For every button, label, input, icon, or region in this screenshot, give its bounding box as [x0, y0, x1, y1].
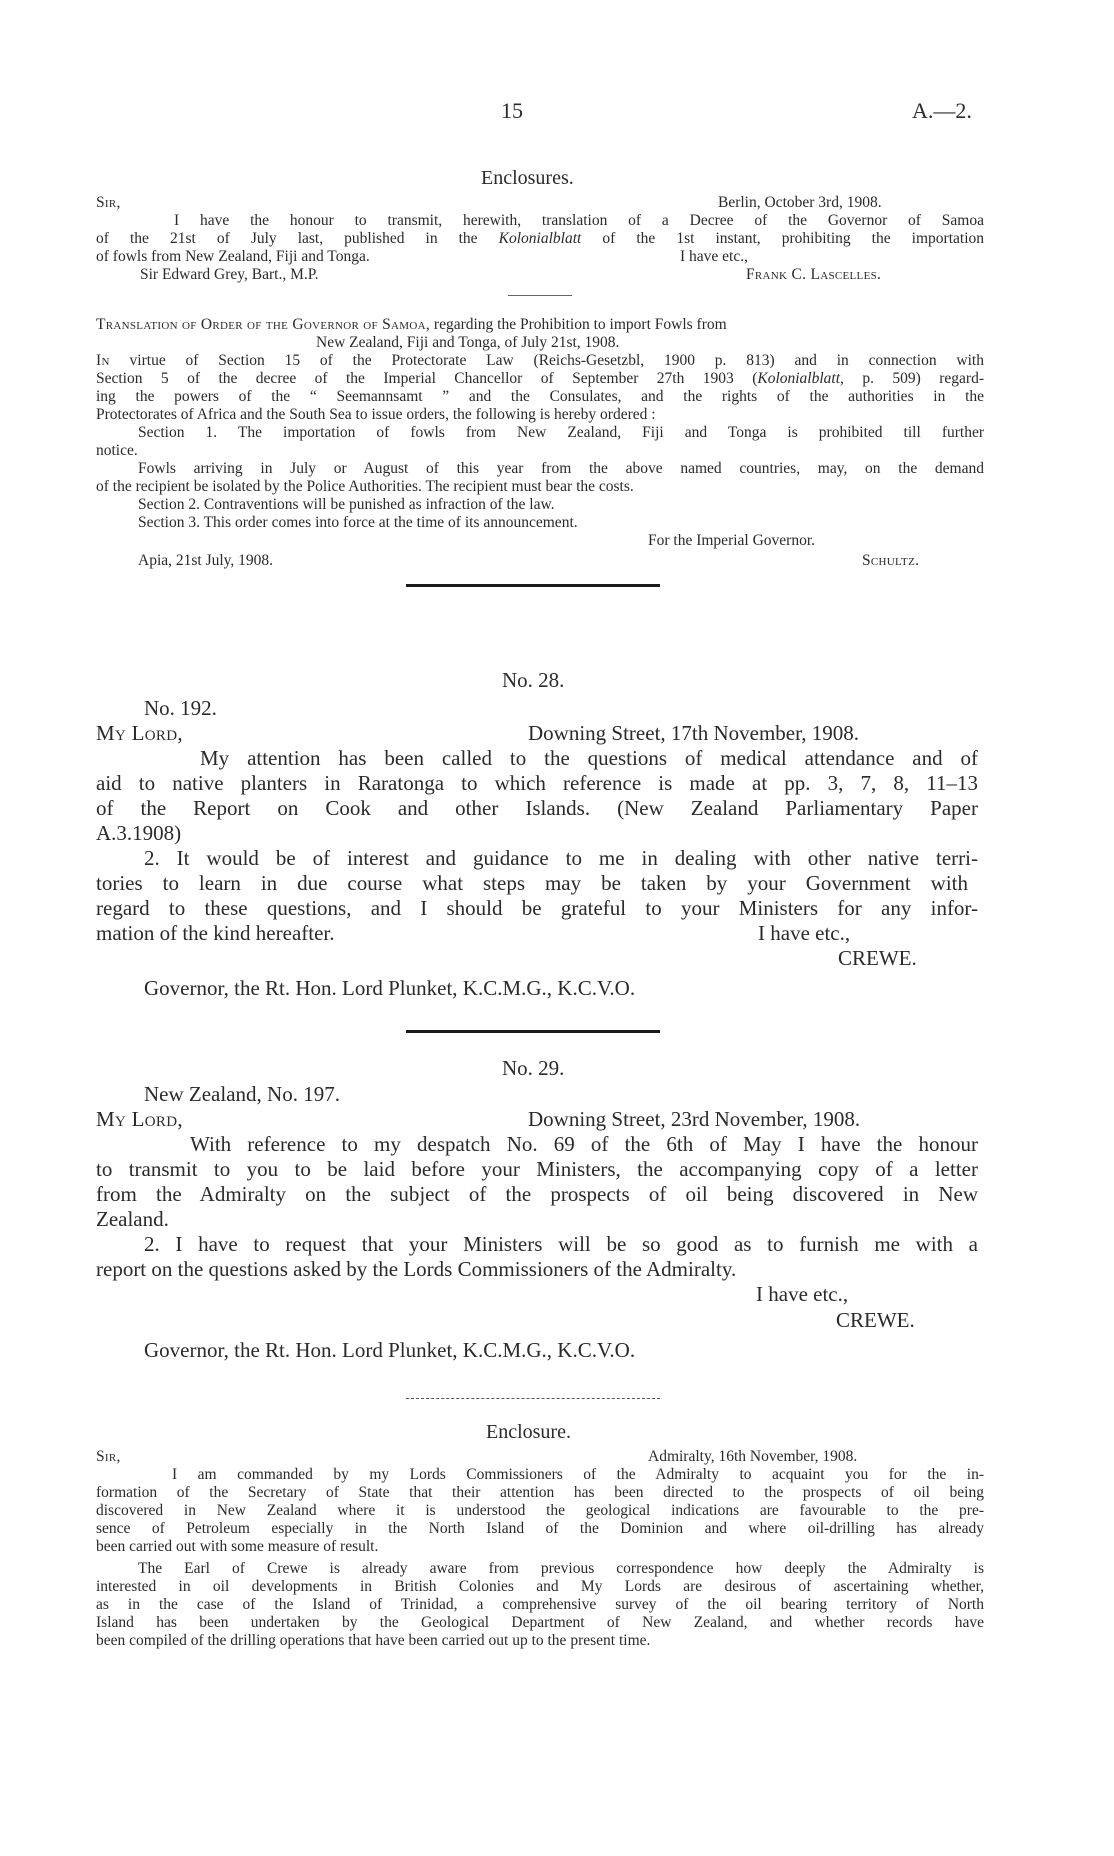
- body-line: Fowls arriving in July or August of this year from the above named countries, may, on the demand: [138, 460, 984, 477]
- body-line: tories to learn in due course what steps may be taken by your Government with: [96, 871, 968, 895]
- body-line: My attention has been called to the questions of medical attendance and of: [200, 746, 978, 770]
- body-text: virtue of Section 15 of the Protectorate Law (Reichs-Gesetzbl, 1900 p. 813) and in connection with: [109, 352, 984, 369]
- body-line: report on the questions asked by the Lords Commissioners of the Admiralty.: [96, 1257, 737, 1281]
- translation-title-line2: New Zealand, Fiji and Tonga, of July 21st, 1908.: [316, 334, 620, 351]
- title-text: regarding the Prohibition to import Fowls from: [430, 316, 727, 333]
- closing: I have etc.,: [758, 921, 851, 945]
- body-line: The Earl of Crewe is already aware from previous correspondence how deeply the Admiralty is: [138, 1560, 984, 1577]
- body-line: [96, 370, 984, 388]
- body-text: Section 5 of the decree of the Imperial Chancellor of September 27th 1903 (: [96, 370, 758, 387]
- body-line: [96, 230, 984, 248]
- signature: Schultz.: [862, 552, 920, 569]
- body-line: Section 2. Contraventions will be punished as infraction of the law.: [138, 496, 555, 513]
- signature: CREWE.: [838, 946, 917, 970]
- despatch-number: New Zealand, No. 197.: [144, 1082, 340, 1106]
- place-date: Admiralty, 16th November, 1908.: [648, 1448, 858, 1465]
- body-line: With reference to my despatch No. 69 of the 6th of May I have the honour: [190, 1132, 978, 1156]
- place-date: Berlin, October 3rd, 1908.: [718, 194, 882, 211]
- enclosures-heading: Enclosures.: [481, 167, 574, 189]
- body-line: mation of the kind hereafter.: [96, 921, 335, 945]
- body-line: 2. It would be of interest and guidance to me in dealing with other native terri-: [144, 846, 978, 870]
- body-line: A.3.1908): [96, 821, 182, 845]
- body-line: been carried out with some measure of result.: [96, 1538, 379, 1555]
- salutation: My Lord,: [96, 1107, 183, 1131]
- separator-rule: [406, 1398, 660, 1399]
- despatch-number: No. 192.: [144, 696, 217, 720]
- body-line: of the Report on Cook and other Islands. (New Zealand Parliamentary Paper: [96, 796, 978, 820]
- body-line: regard to these questions, and I should be grateful to your Ministers for any infor-: [96, 896, 978, 920]
- title-smallcaps: Translation of Order of the Governor of Samoa,: [96, 316, 431, 333]
- salutation: Sir,: [96, 194, 121, 211]
- body-line: of fowls from New Zealand, Fiji and Tonga.: [96, 248, 370, 265]
- separator-rule: [508, 295, 572, 296]
- translation-title: [96, 316, 727, 334]
- place-date: Downing Street, 23rd November, 1908.: [528, 1107, 861, 1131]
- body-line: Section 3. This order comes into force at the time of its announcement.: [138, 514, 578, 531]
- body-line: from the Admiralty on the subject of the prospects of oil being discovered in New: [96, 1182, 978, 1206]
- body-line: of the recipient be isolated by the Police Authorities. The recipient must bear the costs.: [96, 478, 634, 495]
- body-line: [96, 352, 984, 370]
- addressee: Governor, the Rt. Hon. Lord Plunket, K.C.M.G., K.C.V.O.: [144, 976, 636, 1000]
- body-line: aid to native planters in Raratonga to which reference is made at pp. 3, 7, 8, 11–13: [96, 771, 978, 795]
- body-line: I am commanded by my Lords Commissioners of the Admiralty to acquaint you for the in-: [172, 1466, 984, 1483]
- body-text: p. 509) regard-: [843, 370, 984, 387]
- closing: I have etc.,: [680, 248, 748, 265]
- body-line: Section 1. The importation of fowls from New Zealand, Fiji and Tonga is prohibited till further: [138, 424, 984, 441]
- body-line: interested in oil developments in British Colonies and My Lords are desirous of ascertaining whether,: [96, 1578, 984, 1595]
- publication-title: Kolonialblatt: [498, 230, 582, 247]
- closing: I have etc.,: [756, 1282, 849, 1306]
- signature: CREWE.: [836, 1308, 915, 1332]
- addressee: Sir Edward Grey, Bart., M.P.: [140, 266, 319, 283]
- body-line: Island has been undertaken by the Geological Department of New Zealand, and whether records have: [96, 1614, 984, 1631]
- body-line: Zealand.: [96, 1207, 169, 1231]
- body-line: I have the honour to transmit, herewith, translation of a Decree of the Governor of Samoa: [174, 212, 984, 229]
- body-line: ing the powers of the “ Seemannsamt ” and the Consulates, and the rights of the authorities in the: [96, 388, 984, 405]
- body-line: notice.: [96, 442, 138, 459]
- body-text: of the 1st instant, prohibiting the importation: [581, 230, 984, 247]
- salutation: Sir,: [96, 1448, 121, 1465]
- page-number: 15: [501, 98, 523, 123]
- section-heading: No. 29.: [502, 1056, 565, 1080]
- body-line: as in the case of the Island of Trinidad, a comprehensive survey of the oil bearing territory of North: [96, 1596, 984, 1613]
- place-date: Apia, 21st July, 1908.: [138, 552, 274, 569]
- section-heading: No. 28.: [502, 668, 565, 692]
- body-line: been compiled of the drilling operations that have been carried out up to the present time.: [96, 1632, 651, 1649]
- publication-title: Kolonialblatt,: [757, 370, 844, 387]
- body-line: discovered in New Zealand where it is understood the geological indications are favourable to the pre-: [96, 1502, 984, 1519]
- separator-rule: [406, 1030, 660, 1033]
- signature: Frank C. Lascelles.: [746, 266, 882, 283]
- addressee: Governor, the Rt. Hon. Lord Plunket, K.C.M.G., K.C.V.O.: [144, 1338, 636, 1362]
- separator-rule: [406, 584, 660, 587]
- body-line: formation of the Secretary of State that their attention has been directed to the prospects of oil being: [96, 1484, 984, 1501]
- enclosure-heading: Enclosure.: [486, 1421, 571, 1443]
- body-line: sence of Petroleum especially in the North Island of the Dominion and where oil-drilling has already: [96, 1520, 984, 1537]
- body-line: Protectorates of Africa and the South Sea to issue orders, the following is hereby ordered :: [96, 406, 656, 423]
- opening-word: In: [96, 352, 110, 369]
- document-reference: A.—2.: [912, 98, 972, 123]
- body-line: to transmit to you to be laid before your Ministers, the accompanying copy of a letter: [96, 1157, 978, 1181]
- place-date: Downing Street, 17th November, 1908.: [528, 721, 860, 745]
- body-text: of the 21st of July last, published in the: [96, 230, 499, 247]
- body-line: 2. I have to request that your Ministers will be so good as to furnish me with a: [144, 1232, 978, 1256]
- governor-line: For the Imperial Governor.: [648, 532, 816, 549]
- salutation: My Lord,: [96, 721, 183, 745]
